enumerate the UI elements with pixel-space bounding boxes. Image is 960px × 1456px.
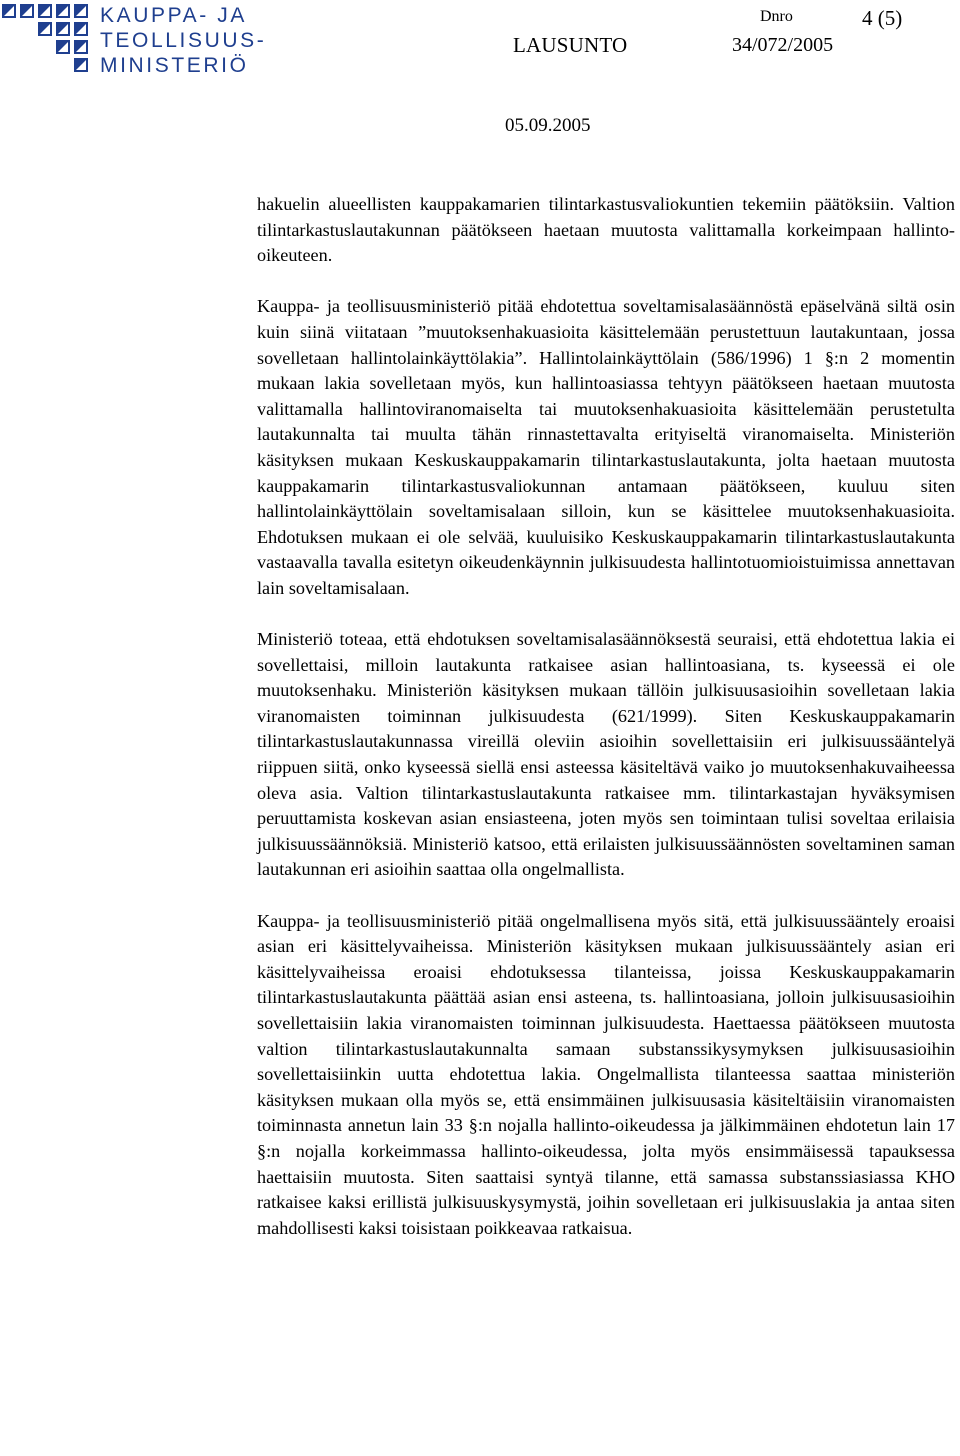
ministry-name-line: MINISTERIÖ [100,54,249,77]
ministry-logo [0,0,280,86]
document-date: 05.09.2005 [505,115,591,136]
body-paragraph: Kauppa- ja teollisuusministeriö pitää ehdotettua soveltamisalasäännöstä epäselvänä siltä osin kuin siinä viitataan ”muutoksenhakuasioita käsittelemään perustettuun lautakuntaan, jossa sovelletaan hallintolainkäyttölakia”. Hallintolainkäyttölain (586/1996) 1 §:n 2 momentin mukaan lakia sovelletaan myös, kun hallintoasiassa tehtyyn päätökseen haetaan muutosta valittamalla hallintoviranomaiselta tai muutoksenhakuasioita käsittelemään perustetulta lautakunnalta tai muulta tähän rinnastettavalta erityiseltä viranomaiselta. Ministeriön käsityksen mukaan Keskuskauppakamarin tilintarkastuslautakunta, jolta haetaan muutosta kauppakamarin tilintarkastusvaliokunnan antamaan päätökseen, kuuluu siten hallintolainkäyttölain soveltamisalaan silloin, kun se käsittelee muutoksenhakuasioita. Ehdotuksen mukaan ei ole selvää, kuuluisiko Keskuskauppakamarin tilintarkastuslautakunta vastaavalla tavalla esitetyn oikeudenkäynnin julkisuudesta hallintotuomioistuimissa annettavan lain soveltamisalaan. [257,296,955,598]
dnro-label: Dnro [760,8,793,25]
body-paragraph: hakuelin alueellisten kauppakamarien tilintarkastusvaliokuntien tekemiin päätöksiin. Valtion tilintarkastuslautakunnan päätökseen haetaan muutosta valittamalla korkeimpaan hallinto-oikeuteen. [257,194,955,266]
page-number: 4 (5) [862,6,903,30]
document-number: 34/072/2005 [732,34,834,56]
body-paragraph: Ministeriö toteaa, että ehdotuksen soveltamisalasäännöksestä seuraisi, että ehdotettua lakia ei sovellettaisi, milloin lautakunta ratkaisee asian hallintoasiana, ts. kyseessä ei ole muutoksenhaku. Ministeriön käsityksen mukaan tällöin julkisuusasioihin sovelletaan lakia viranomaisten toiminnan julkisuudesta (621/1999). Siten Keskuskauppakamarin tilintarkastuslautakunnassa vireillä oleviin asioihin sovellettaisiin eri julkisuussääntelyä riippuen siitä, onko kyseessä siellä ensi asteessa käsiteltävä vaiko jo muutoksenhakuvaiheessa oleva asia. Valtion tilintarkastuslautakunta ratkaisee mm. tilintarkastajan hyväksymisen peruuttamista koskevan asian ensiasteena, joten myös sen toimintaan tulisi soveltaa erilaisia julkisuussäännöksiä. Ministeriö katsoo, että erilaisten julkisuussäännösten soveltaminen saman lautakunnan eri asioihin saattaa olla ongelmallista. [257,629,955,880]
ministry-emblem-icon [2,4,94,78]
document-body [257,192,955,1267]
ministry-name-line: KAUPPA- JA [100,4,247,27]
ministry-name-line: TEOLLISUUS- [100,29,267,52]
ministry-name [100,3,266,78]
document-type: LAUSUNTO [513,33,628,57]
body-paragraph: Kauppa- ja teollisuusministeriö pitää ongelmallisena myös sitä, että julkisuussääntely eroaisi asian eri käsittelyvaiheissa. Ministeriön käsityksen mukaan julkisuussääntely asian eri käsittelyvaiheissa eroaisi ehdotuksessa tilanteissa, joissa Keskuskauppakamarin tilintarkastuslautakunta päättää asian ensi asteena, ts. hallintoasiana, jolloin julkisuusasioihin sovellettaisiin lakia viranomaisten toiminnan julkisuudesta. Haettaessa päätökseen muutosta valtion tilintarkastuslautakunnalta samaan substanssikysymyksen julkisuusasioihin sovellettaisiinkin uutta ehdotettua lakia. Ongelmallista tilanteessa saattaa ministeriön käsityksen mukaan olla myös se, että ensimmäinen julkisuusasia käsiteltäisiin viranomaisten toiminnasta annetun lain 33 §:n nojalla hallinto-oikeudessa ja jälkimmäinen ehdotetun lain 17 §:n nojalla korkeimmassa hallinto-oikeudessa, jolta myös ensimmäisessä tapauksessa haettaisiin muutosta. Siten saattaisi syntyä tilanne, että samassa substanssiasiassa KHO ratkaisee kaksi erillistä julkisuuskysymystä, joihin sovelletaan eri julkisuuslakia ja antaa siten mahdollisesti kaksi toisistaan poikkeavaa ratkaisua. [257,910,955,1238]
